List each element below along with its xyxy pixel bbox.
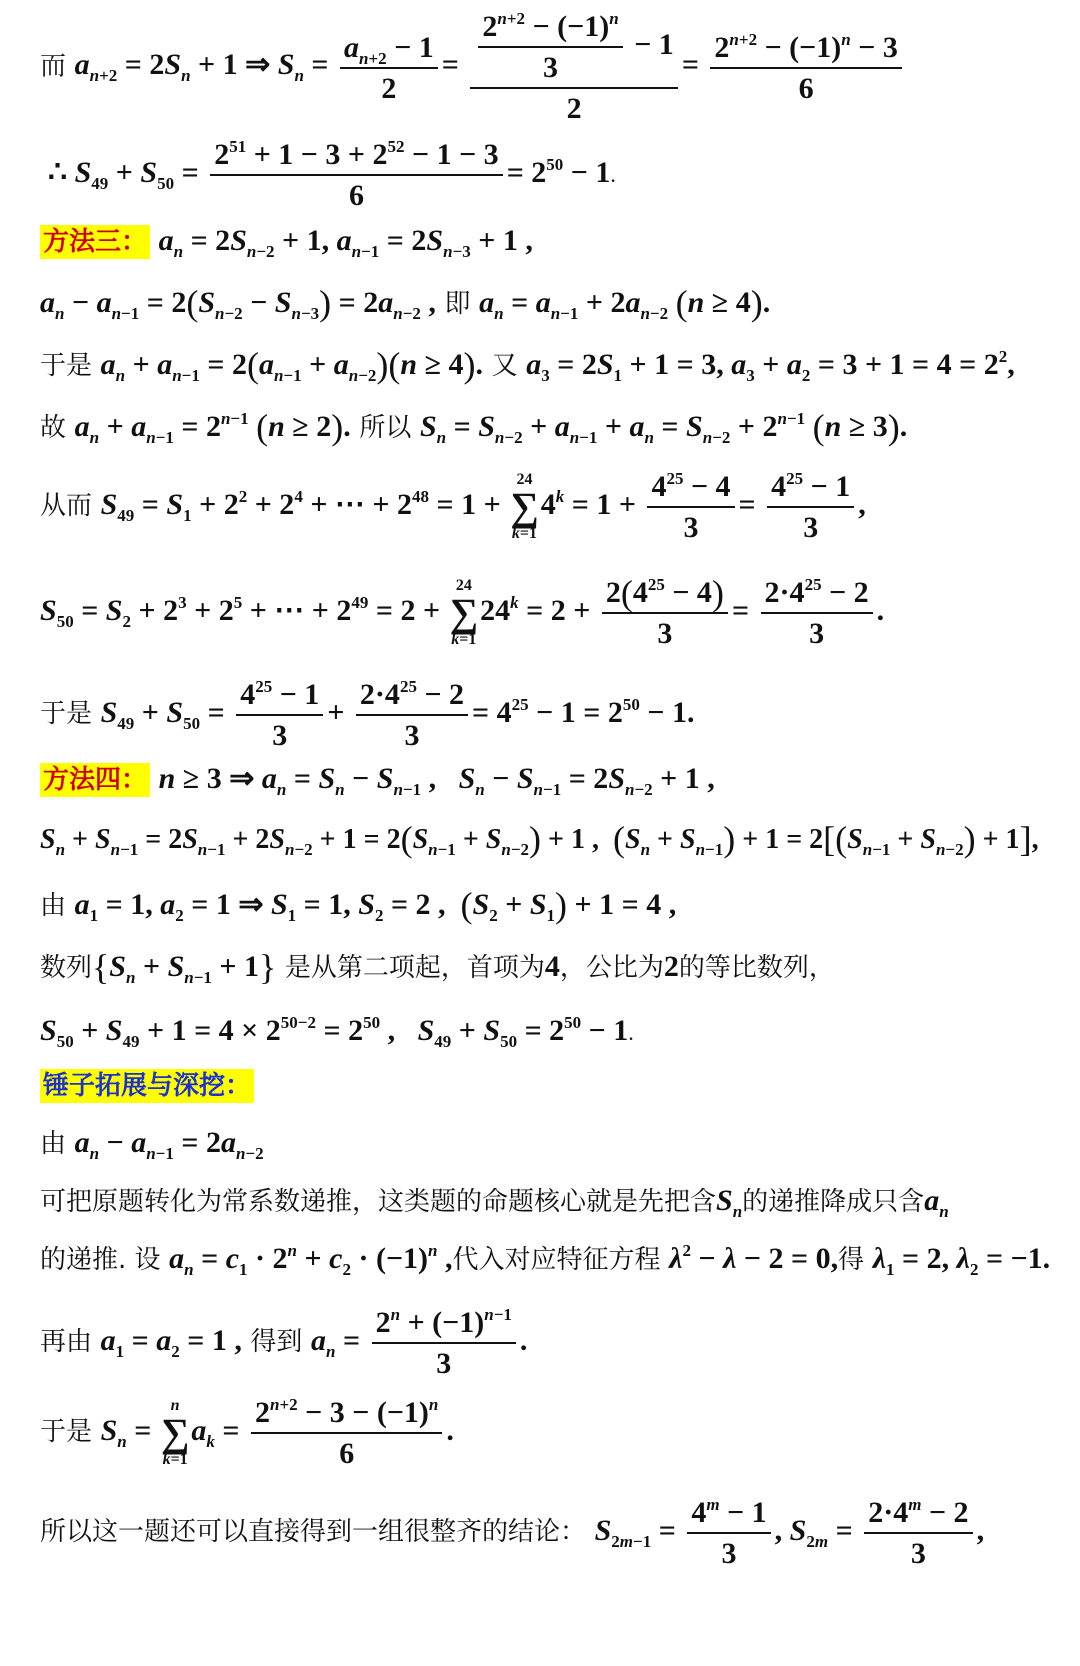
text-recur: 的递推. 设 [40, 1245, 161, 1275]
text-suoyi: 所以 [359, 413, 412, 443]
extension-label: 锤子拓展与深挖： [40, 1069, 254, 1103]
formula: 2 [663, 950, 679, 983]
text-seq-prefix: 数列 [40, 953, 93, 983]
text-congr: 从而 [40, 490, 93, 521]
formula-line-21 [40, 1496, 984, 1570]
formula-line-16 [40, 1126, 264, 1163]
text-conv2: 的递推降成只含 [742, 1187, 925, 1217]
formula-line-5 [40, 345, 1015, 385]
extension-line [40, 1072, 254, 1099]
formula-line-7 [40, 470, 866, 544]
formula: $a_n = 2S_{n-2} + 1$, $a_{n-1} = 2S_{n-3} + 1$ , [158, 224, 533, 261]
formula: $S_n$ [716, 1184, 743, 1221]
formula-line-6 [40, 407, 908, 447]
formula-line-4 [40, 283, 771, 323]
formula: $a_{n+2} = 2S_n + 1$ ⇒ $S_n$ = $\frac{a_{n+2} - 1}{2}$ = $\frac{2^{n+2} - (-1)^n}{3}$ − 1 2 = $\frac{2^{n+2} - (-1)^n - 3}{6}$ [75, 48, 906, 81]
formula: $S_{50} = S_2 + 2^3 + 2^5$ + ⋯ + $2^{49} = 2$ + 24 ∑ k=1 $24^k = 2$ + $\frac{2(4^{25} - 4)}{3}$ = $\frac{2\cdot 4^{25} - 2}{3}$ . [40, 573, 885, 650]
text-er: 而 [40, 51, 67, 82]
text-yushi: 于是 [40, 351, 93, 381]
formula: ∴ $S_{49} + S_{50}$ = $\frac{2^{51} + 1 - 3 + 2^{52} - 1 - 3}{6}$ = $2^{50} - 1$. [48, 137, 616, 212]
formula: $S_{49} = S_1 + 2^2 + 2^4$ + ⋯ + $2^{48} = 1$ + 24 ∑ k=1 $4^k = 1$ + $\frac{4^{25} - 4}{3}$ = $\frac{4^{25} - 1}{3}$ , [100, 469, 866, 544]
text-ji: 即 [444, 289, 471, 319]
text-seq-end: 的等比数列， [678, 953, 835, 983]
formula: $a_n - a_{n-1} = 2a_{n-2}$ [74, 1126, 264, 1163]
formula: 4 [544, 950, 560, 983]
text-gu: 故 [40, 413, 67, 443]
text-seq-ratio: ，公比为 [559, 953, 664, 983]
formula: $S_n + S_{n-1} = 2S_{n-1} + 2S_{n-2} + 1 = 2(S_{n-1} + S_{n-2}) + 1$ , $(S_n + S_{n-1}) + 1 = 2[(S_{n-1} + S_{n-2}) + 1]$, [40, 819, 1039, 859]
formula: n ≥ 3 ⇒ $a_n = S_n - S_{n-1}$ , $S_n - S_{n-1} = 2S_{n-2} + 1$ , [158, 762, 715, 799]
formula-line-12 [40, 885, 677, 925]
formula-line-9 [40, 678, 694, 752]
text-zaiyou: 再由 [40, 1326, 93, 1357]
formula-line-8 [40, 573, 885, 650]
method-three-line [40, 224, 533, 261]
formula: $S_n = S_{n-2} + a_{n-1} + a_n = S_{n-2} + 2^{n-1}$ (n ≥ 3). [419, 407, 908, 447]
text-you-by: 由 [40, 891, 67, 921]
text-conclusion: 所以这一题还可以直接得到一组很整齐的结论： [40, 1516, 587, 1547]
formula: $a_n = c_1 \cdot 2^n + c_2 \cdot (-1)^n$ , [169, 1241, 453, 1279]
text-you-by-2: 由 [40, 1129, 67, 1159]
formula-line-11 [40, 819, 1039, 859]
text-yushi-2: 于是 [40, 698, 93, 729]
formula-line-1 [40, 10, 906, 125]
formula: $a_n + a_{n-1} = 2(a_{n-1} + a_{n-2})(n \ge 4)$. [100, 345, 484, 385]
text-dedao: 得到 [250, 1326, 303, 1357]
formula-line-20 [40, 1396, 454, 1470]
method-three-label: 方法三： [40, 225, 150, 259]
formula-line-18 [40, 1241, 1051, 1279]
formula: $\lambda_1 = 2$, $\lambda_2 = -1$. [872, 1242, 1051, 1279]
formula: $a_n$ = $\frac{2^n + (-1)^{n-1}}{3}$ . [311, 1305, 528, 1380]
formula-line-14 [40, 1013, 634, 1051]
text-yushi-3: 于是 [40, 1416, 93, 1447]
formula-line-19 [40, 1306, 527, 1380]
formula: $a_n$ [924, 1184, 949, 1221]
method-four-label: 方法四： [40, 763, 150, 797]
formula: $a_n = a_{n-1} + 2a_{n-2}$ (n ≥ 4). [479, 283, 771, 323]
text-subst: 代入对应特征方程 [452, 1245, 661, 1275]
text-seq-desc: 是从第二项起，首项为 [284, 953, 545, 983]
text-de: 得 [838, 1245, 865, 1275]
formula: $a_1 = a_2 = 1$ , [100, 1323, 242, 1361]
formula: $a_3 = 2S_1 + 1 = 3$, $a_3 + a_2 = 3 + 1 = 4 = 2^2$, [526, 347, 1015, 385]
method-four-line [40, 762, 715, 799]
formula: $\{S_n + S_{n-1} + 1\}$ [92, 947, 277, 987]
formula: $S_{2m-1}$ = $\frac{4^m - 1}{3}$ , $S_{2m}$ = $\frac{2\cdot 4^m - 2}{3}$ , [594, 1495, 985, 1570]
formula: $S_{50} + S_{49} + 1 = 4 \times 2^{50-2} = 2^{50}$ , $S_{49} + S_{50} = 2^{50} - 1$. [40, 1013, 634, 1051]
formula-line-13 [40, 947, 835, 987]
formula: $a_1 = 1$, $a_2 = 1$ ⇒ $S_1 = 1$, $S_2 = 2$ , $(S_2 + S_1) + 1 = 4$ , [74, 885, 677, 925]
formula-line-2 [48, 138, 616, 212]
formula: $S_{49} + S_{50}$ = $\frac{4^{25} - 1}{3}$ + $\frac{2\cdot 4^{25} - 2}{3}$ = $4^{25} - 1 = 2^{50} - 1$. [100, 677, 695, 752]
formula: $a_n - a_{n-1} = 2(S_{n-2} - S_{n-3}) = 2a_{n-2}$ , [40, 283, 436, 323]
formula-line-17 [40, 1184, 949, 1221]
formula: $a_n + a_{n-1} = 2^{n-1}$ (n ≥ 2). [74, 407, 351, 447]
formula: $S_n$ = n ∑ k=1 $a_k$ = $\frac{2^{n+2} - 3 - (-1)^n}{6}$ . [100, 1395, 454, 1470]
text-you: 又 [491, 351, 518, 381]
formula: $\lambda^2 - \lambda - 2 = 0$, [669, 1241, 839, 1275]
text-conv1: 可把原题转化为常系数递推，这类题的命题核心就是先把含 [40, 1187, 717, 1217]
